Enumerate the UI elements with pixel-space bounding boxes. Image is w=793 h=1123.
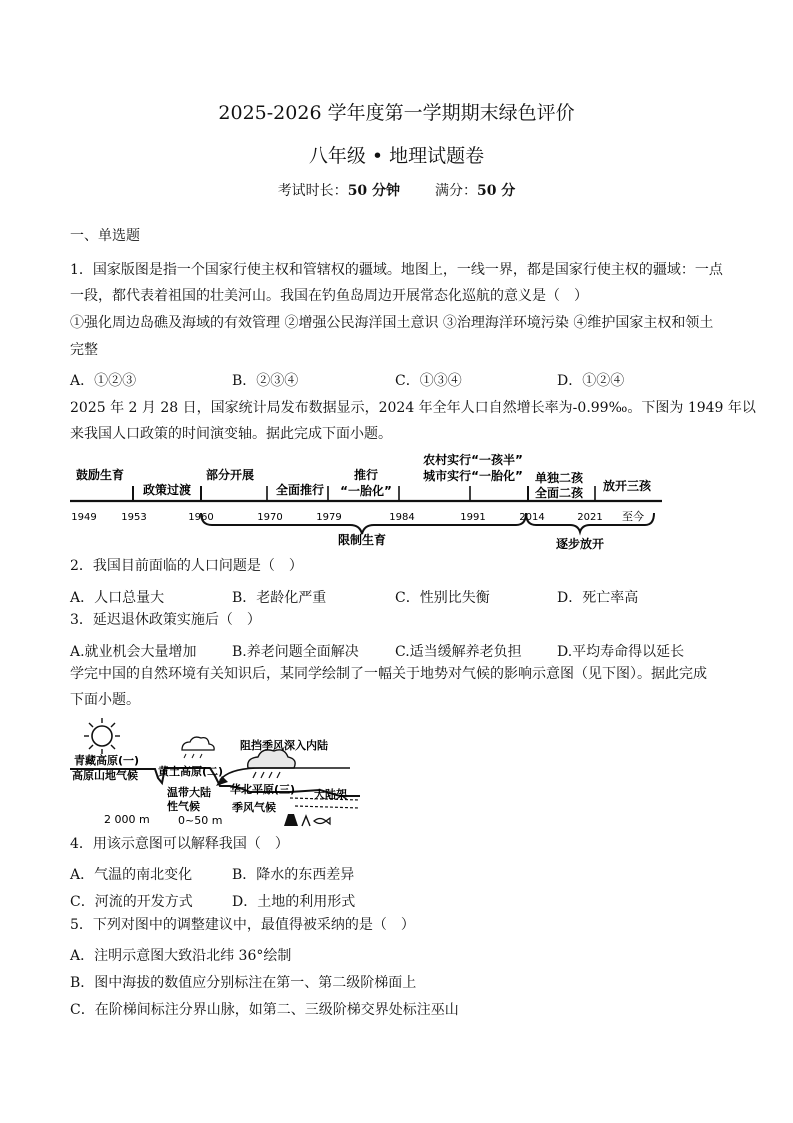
year-2014: 2014 [519, 512, 545, 523]
q4-option-c[interactable]: C．河流的开发方式 [70, 894, 193, 910]
q3-option-a[interactable]: A.就业机会大量增加 [70, 644, 197, 660]
label-loess: 黄土高原(二) [158, 765, 224, 778]
label-rural: 农村实行“一孩半” [423, 453, 523, 467]
bracket-relax-label: 逐步放开 [555, 537, 605, 550]
q4-option-a[interactable]: A．气温的南北变化 [70, 867, 193, 883]
q4-option-b[interactable]: B．降水的东西差异 [232, 867, 355, 883]
q3-stem: 3．延迟退休政策实施后（ ） [70, 612, 261, 628]
material2-line2: 下面小题。 [70, 692, 140, 708]
population-policy-timeline [70, 450, 670, 550]
year-1979: 1979 [316, 512, 342, 523]
q1-option-b[interactable]: B．②③④ [232, 373, 299, 389]
label-promote-b: “一胎化” [340, 484, 392, 498]
monsoon-arrow [220, 768, 350, 780]
q1-option-c[interactable]: C．①③④ [395, 373, 462, 389]
q1-statements: ①强化周边岛礁及海域的有效管理 ②增强公民海洋国土意识 ③治理海洋环境污染 ④维护国家主权和领土 [70, 315, 714, 331]
exam-title: 2025-2026 学年度第一学期期末绿色评价 [218, 102, 575, 124]
q3-option-b[interactable]: B.养老问题全面解决 [232, 644, 359, 660]
material1-line2: 来我国人口政策的时间演变轴。据此完成下面小题。 [70, 426, 392, 442]
q2-stem: 2．我国目前面临的人口问题是（ ） [70, 558, 303, 574]
label-universal: 全面二孩 [534, 486, 584, 500]
material2-line1: 学完中国的自然环境有关知识后，某同学绘制了一幅关于地势对气候的影响示意图（见下图）。据此完成 [70, 666, 707, 682]
label-full: 全面推行 [275, 483, 325, 497]
q3-option-c[interactable]: C.适当缓解养老负担 [395, 644, 522, 660]
fish-icon [314, 818, 330, 824]
q5-option-c[interactable]: C．在阶梯间标注分界山脉，如第二、三级阶梯交界处标注巫山 [70, 1002, 459, 1018]
bracket-restrict-label: 限制生育 [337, 533, 387, 547]
q4-option-d[interactable]: D．土地的利用形式 [232, 894, 356, 910]
label-continental-shelf: 大陆架 [314, 788, 347, 801]
oil-rig-icon [284, 814, 310, 826]
score-value: 50 分 [476, 183, 516, 199]
year-2021: 2021 [577, 512, 603, 523]
duration-label: 考试时长： [277, 183, 348, 199]
sun-icon [84, 718, 120, 754]
q1-option-a[interactable]: A．①②③ [70, 373, 137, 389]
q2-option-a[interactable]: A．人口总量大 [70, 590, 165, 606]
q5-option-b[interactable]: B．图中海拔的数值应分别标注在第一、第二级阶梯面上 [70, 975, 417, 991]
exam-meta [0, 180, 793, 200]
q5-option-a[interactable]: A．注明示意图大致沿北纬 36°绘制 [70, 948, 292, 964]
label-encourage: 鼓励生育 [75, 468, 125, 482]
year-1949: 1949 [71, 512, 97, 523]
cloud-icon [182, 737, 214, 758]
section-heading: 一、单选题 [70, 228, 140, 244]
year-1984: 1984 [389, 512, 415, 523]
label-qinghai: 青藏高原(一) [74, 754, 140, 767]
label-urban: 城市实行“一胎化” [423, 469, 523, 483]
q5-stem: 5．下列对图中的调整建议中，最值得被采纳的是（ ） [70, 917, 415, 933]
exam-subtitle: 八年级 • 地理试题卷 [308, 145, 485, 167]
year-1991: 1991 [460, 512, 486, 523]
label-block-monsoon: 阻挡季风深入内陆 [240, 739, 328, 752]
label-plateau-climate: 高原山地气候 [72, 769, 138, 782]
label-monsoon: 季风气候 [232, 801, 276, 814]
q3-option-d[interactable]: D.平均寿命得以延长 [557, 644, 685, 660]
label-north-china: 华北平原(三) [230, 783, 296, 796]
label-single: 单独二孩 [534, 471, 584, 485]
q2-option-c[interactable]: C．性别比失衡 [395, 590, 490, 606]
year-1960: 1960 [188, 512, 214, 523]
year-now: 至今 [622, 510, 644, 523]
duration-value: 50 分钟 [347, 183, 401, 199]
label-three: 放开三孩 [602, 479, 652, 493]
q1-stem-line2: 一段，都代表着祖国的壮美河山。我国在钓鱼岛周边开展常态化巡航的意义是（ ） [70, 288, 588, 304]
q4-stem: 4．用该示意图可以解释我国（ ） [70, 836, 289, 852]
year-1953: 1953 [121, 512, 147, 523]
label-promote-a: 推行 [353, 468, 379, 482]
label-elev-low: 0~50 m [178, 814, 223, 827]
q1-option-d[interactable]: D．①②④ [557, 373, 625, 389]
q2-option-d[interactable]: D．死亡率高 [557, 590, 639, 606]
terrain-climate-diagram [70, 716, 360, 838]
q1-statements-cont: 完整 [70, 342, 98, 358]
label-transition: 政策过渡 [142, 483, 192, 497]
rain-cloud-icon [248, 750, 295, 778]
q2-option-b[interactable]: B．老龄化严重 [232, 590, 327, 606]
label-elev-high: 2 000 m [104, 813, 150, 826]
label-temperate-b: 性气候 [167, 800, 200, 813]
q1-stem-line1: 1．国家版图是指一个国家行使主权和管辖权的疆域。地图上，一线一界，都是国家行使主权的疆域：一点 [70, 262, 723, 278]
material1-line1: 2025 年 2 月 28 日，国家统计局发布数据显示，2024 年全年人口自然增长率为-0.99‰。下图为 1949 年以 [70, 400, 756, 416]
year-1970: 1970 [257, 512, 283, 523]
score-label: 满分： [434, 183, 477, 199]
label-temperate-a: 温带大陆 [167, 786, 211, 799]
label-partial: 部分开展 [205, 468, 255, 482]
